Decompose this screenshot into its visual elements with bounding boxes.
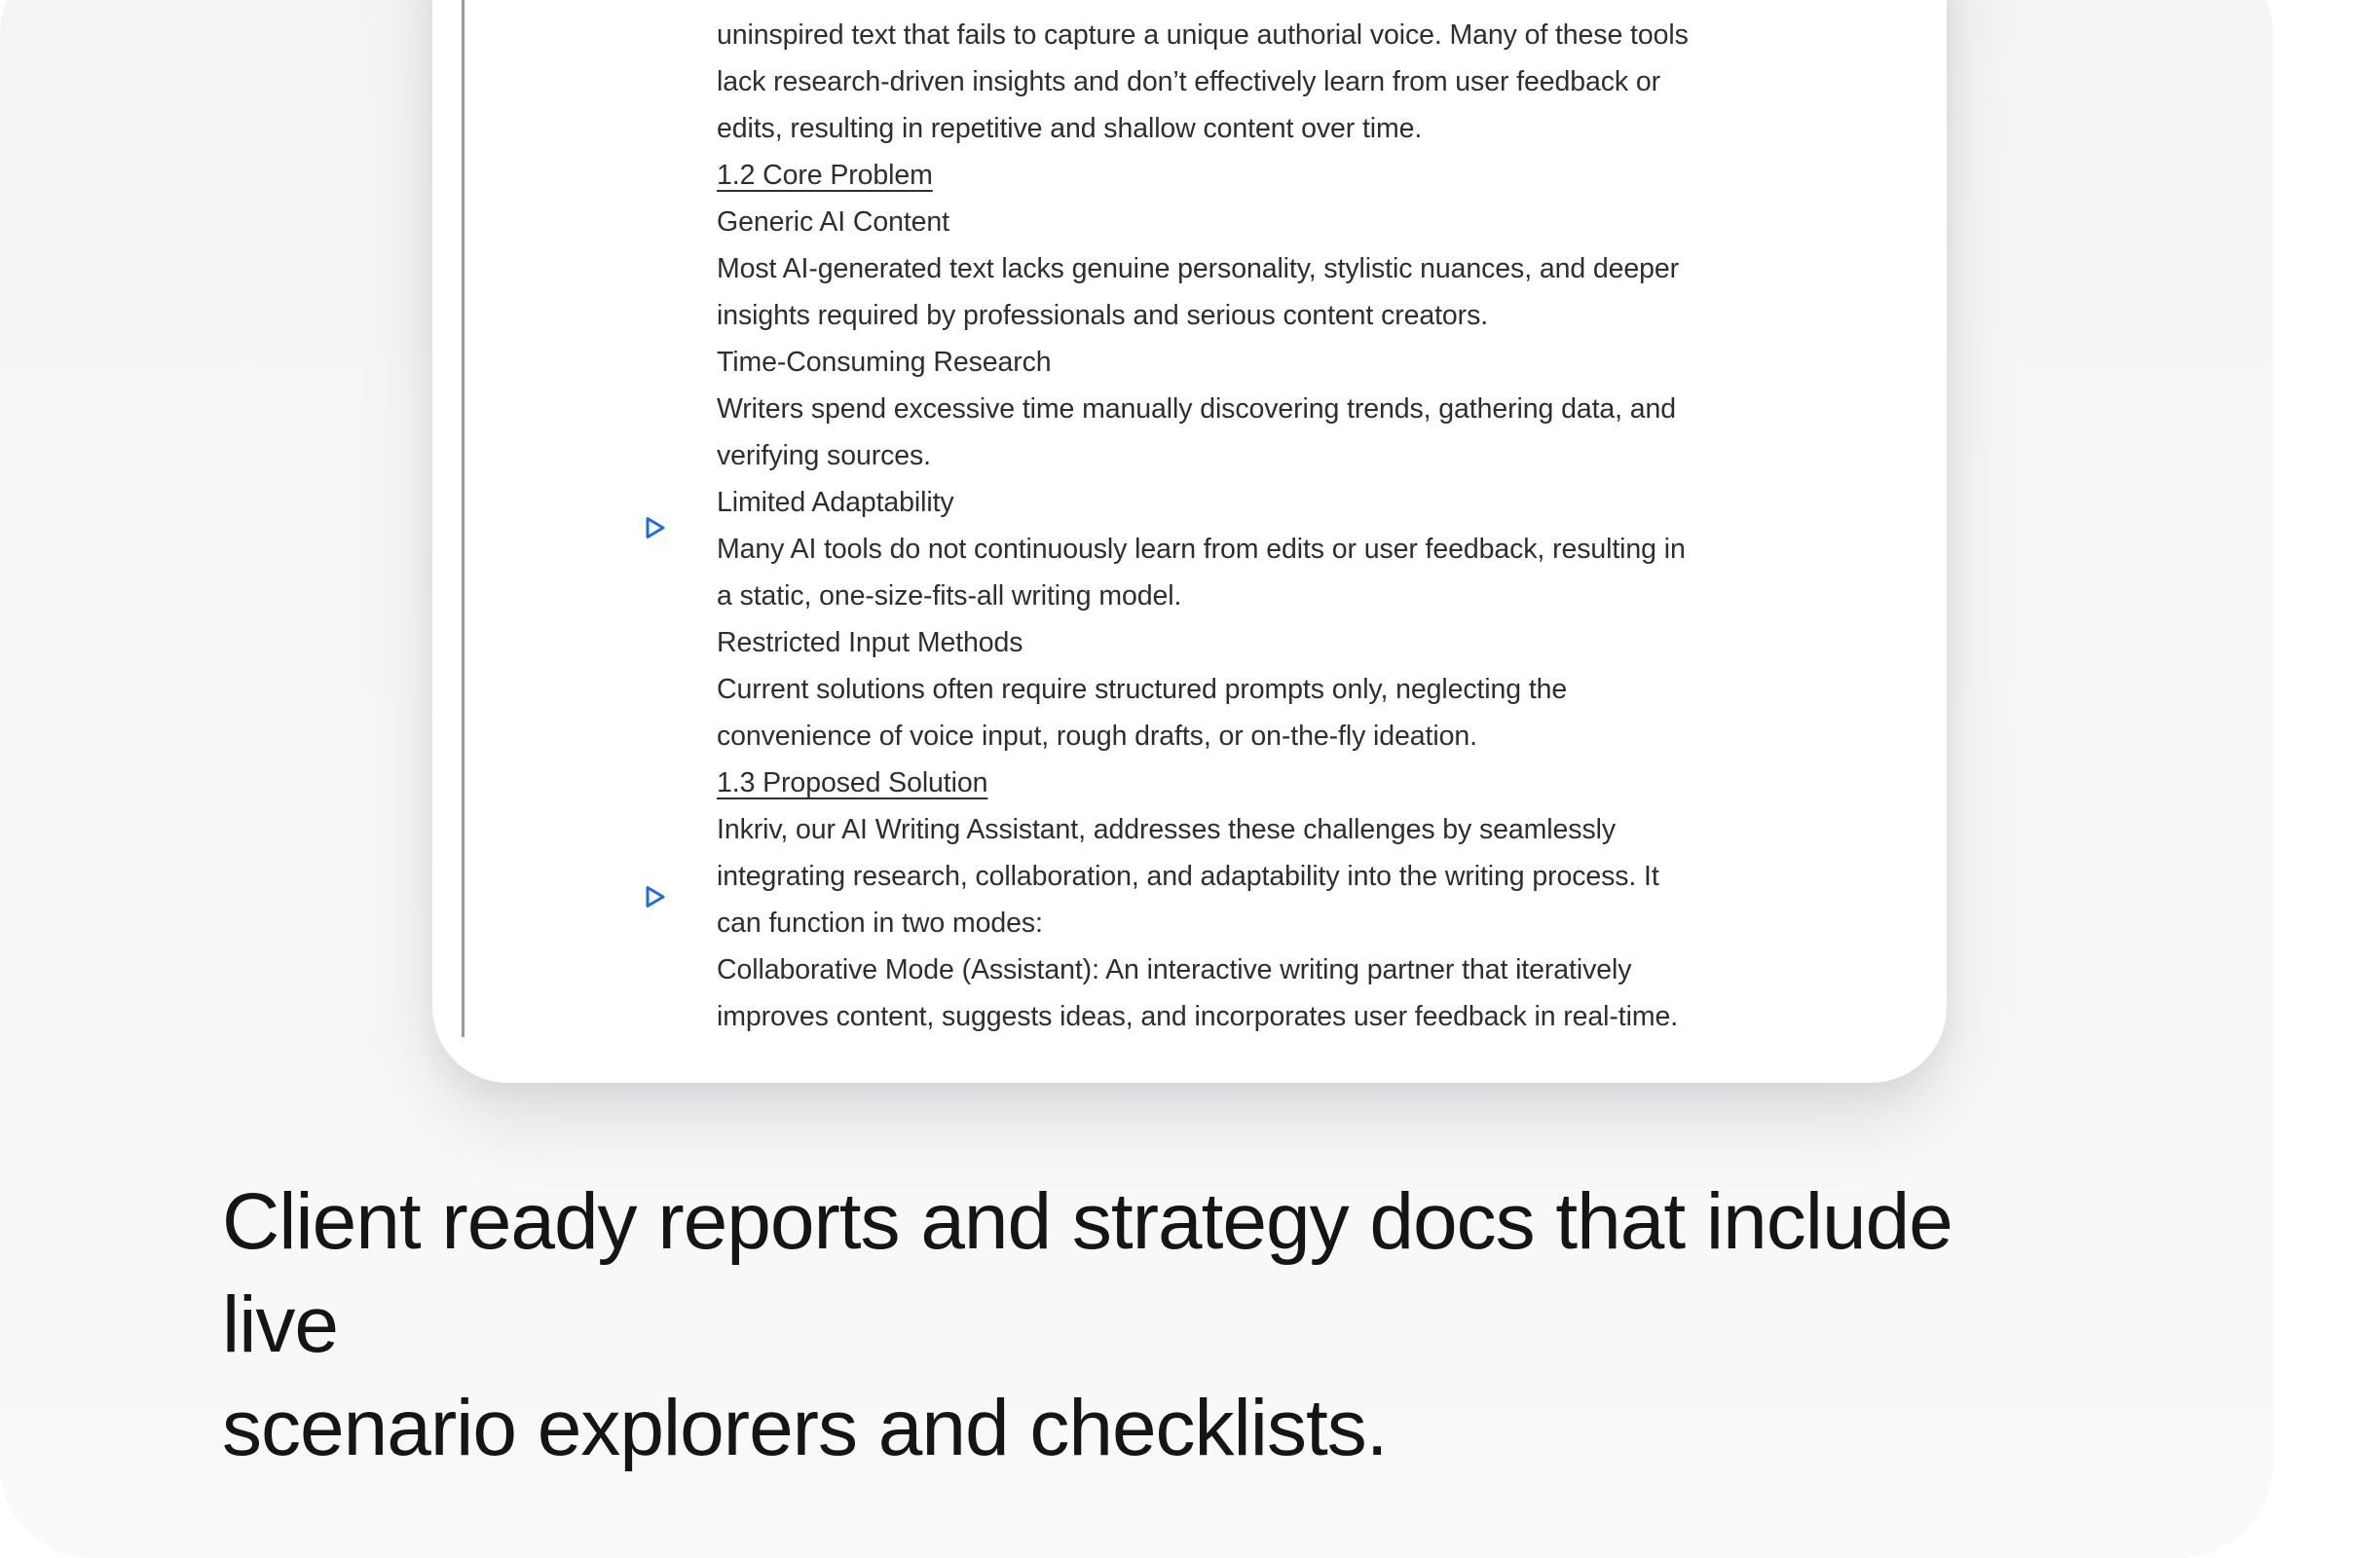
- subheading-line: Limited Adaptability: [717, 487, 954, 518]
- paragraph-line: insights required by professionals and serious content creators.: [717, 300, 1489, 331]
- paragraph-line: improves content, suggests ideas, and incorporates user feedback in real-time.: [717, 1001, 1679, 1032]
- play-marker-icon[interactable]: [645, 885, 666, 909]
- paragraph-line: Inkriv, our AI Writing Assistant, addresses these challenges by seamlessly: [717, 814, 1616, 845]
- play-marker-icon[interactable]: [645, 516, 666, 539]
- paragraph-line: Current solutions often require structured prompts only, neglecting the: [717, 674, 1568, 705]
- section-heading-line: [717, 760, 1691, 806]
- margin-rule: [462, 0, 465, 1037]
- paragraph-line: uninspired text that fails to capture a unique authorial voice. Many of these tools: [717, 19, 1689, 51]
- caption-line-1: Client ready reports and strategy docs that include live: [222, 1177, 1952, 1369]
- paragraph-line: can function in two modes:: [717, 908, 1043, 939]
- paragraph-line: verifying sources.: [717, 440, 931, 471]
- paragraph-line: integrating research, collaboration, and adaptability into the writing process. It: [717, 861, 1659, 892]
- paragraph-line: lack research-driven insights and don’t effectively learn from user feedback or: [717, 66, 1660, 97]
- subheading-line: Time-Consuming Research: [717, 347, 1052, 378]
- subheading-line: Restricted Input Methods: [717, 627, 1023, 658]
- paragraph-line: Collaborative Mode (Assistant): An interactive writing partner that iteratively: [717, 954, 1632, 985]
- section-heading-proposed-solution[interactable]: 1.3 Proposed Solution: [717, 767, 988, 798]
- paragraph-line: Most AI-generated text lacks genuine personality, stylistic nuances, and deeper: [717, 253, 1680, 284]
- document-card: [432, 0, 1947, 1083]
- section-heading-core-problem[interactable]: 1.2 Core Problem: [717, 160, 933, 191]
- caption-line-2: scenario explorers and checklists.: [222, 1384, 1388, 1472]
- paragraph-line: Writers spend excessive time manually discovering trends, gathering data, and: [717, 393, 1677, 425]
- document-body[interactable]: [717, 12, 1691, 1040]
- subheading-line: Generic AI Content: [717, 206, 950, 238]
- marketing-caption: [222, 1170, 2072, 1480]
- section-heading-line: [717, 152, 1691, 199]
- paragraph-line: Many AI tools do not continuously learn from edits or user feedback, resulting in: [717, 534, 1686, 565]
- paragraph-line: edits, resulting in repetitive and shallow content over time.: [717, 113, 1423, 144]
- paragraph-line: convenience of voice input, rough drafts, or on-the-fly ideation.: [717, 721, 1477, 752]
- paragraph-line: a static, one-size-fits-all writing model.: [717, 580, 1182, 612]
